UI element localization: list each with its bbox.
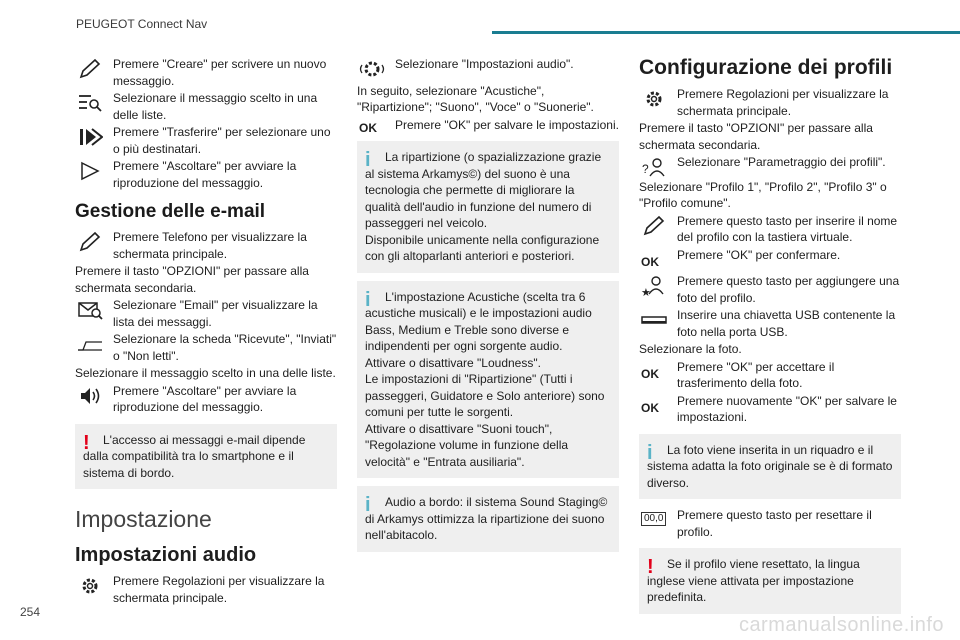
ok-icon: OK xyxy=(641,366,659,381)
step-audio-settings: Selezionare "Impostazioni audio". xyxy=(357,56,619,73)
step-phone: Premere Telefono per visualizzare la schermata principale. xyxy=(75,229,337,262)
page-number: 254 xyxy=(20,605,41,619)
info-icon: i xyxy=(365,149,371,171)
watermark: carmanualsonline.info xyxy=(738,614,944,636)
section-title-audio: Impostazioni audio xyxy=(75,544,257,566)
text-options: Premere il tasto "OPZIONI" per passare alla schermata secondaria. xyxy=(75,264,309,295)
column-1 xyxy=(75,56,337,607)
info-icon: i xyxy=(365,288,371,311)
column-2 xyxy=(357,56,619,560)
step-settings-main: Premere Regolazioni per visualizzare la schermata principale. xyxy=(639,86,901,119)
step-profile-name: Premere questo tasto per inserire il nome del profilo con la tastiera virtuale. xyxy=(639,213,901,246)
column-3 xyxy=(639,56,901,622)
info-icon: i xyxy=(365,494,371,516)
ok-icon: OK xyxy=(641,254,659,269)
step-ok-save: OK Premere "OK" per salvare le impostazioni. xyxy=(357,117,619,134)
step-create: Premere "Creare" per scrivere un nuovo messaggio. xyxy=(75,56,337,89)
usb-port-icon xyxy=(641,309,667,331)
section-title-profiles: Configurazione dei profili xyxy=(639,56,893,79)
play-icon xyxy=(77,160,103,182)
warning-note-reset: ! Se il profilo viene resettato, la lingua inglese viene attivata per impostazione predefinita. xyxy=(639,548,901,614)
step-tab: Selezionare la scheda "Ricevute", "Inviati" o "Non letti". xyxy=(75,331,337,364)
step-ok-accept: OK Premere "OK" per accettare il trasferimento della foto. xyxy=(641,359,835,390)
step-listen-email: Premere "Ascoltare" per avviare la riproduzione del messaggio. xyxy=(75,383,337,416)
step-reset: 00,0 Premere questo tasto per resettare il profilo. xyxy=(639,507,901,540)
info-note-ripartizione: i La ripartizione (o spazializzazione grazie al sistema Arkamys©) del suono è una tecnologia che permette di migliorare la qualità dell'audio in funzione del numero di passeggeri nel veicolo. Disponibile unicamente nella configurazione con gli altoparlanti anteriori e posteriori. xyxy=(357,141,619,273)
header-title: PEUGEOT Connect Nav xyxy=(76,17,208,31)
exclamation-icon: ! xyxy=(83,431,90,454)
step-select-message: Selezionare il messaggio scelto in una delle liste. xyxy=(75,90,337,123)
warning-note-email: ! L'accesso ai messaggi e-mail dipende dalla compatibilità tra lo smartphone e il sistema di bordo. xyxy=(75,424,337,490)
gear-icon xyxy=(641,88,667,110)
text-select-photo: Selezionare la foto. xyxy=(639,342,742,356)
info-note-photo: i La foto viene inserita in un riquadro e il sistema adatta la foto originale se è di formato diverso. xyxy=(639,434,901,500)
step-add-photo: ★ Premere questo tasto per aggiungere una foto del profilo. xyxy=(641,274,900,305)
section-title-impostazione: Impostazione xyxy=(75,506,212,532)
gear-icon xyxy=(77,575,103,597)
forward-arrow-icon xyxy=(77,126,103,148)
exclamation-icon: ! xyxy=(647,556,654,578)
text-select-list: Selezionare il messaggio scelto in una delle liste. xyxy=(75,366,336,380)
svg-text:?: ? xyxy=(642,162,649,176)
profile-star-icon xyxy=(641,275,667,297)
ok-icon: OK xyxy=(359,120,377,135)
step-regolazioni: Premere Regolazioni per visualizzare la schermata principale. xyxy=(75,573,337,606)
step-listen: Premere "Ascoltare" per avviare la riproduzione del messaggio. xyxy=(75,158,337,191)
step-usb: Inserire una chiavetta USB contenente la foto nella porta USB. xyxy=(639,307,901,340)
mail-search-icon xyxy=(77,299,103,321)
pencil-icon xyxy=(77,58,103,80)
section-title-email: Gestione delle e-mail xyxy=(75,201,266,222)
header-accent-bar xyxy=(492,31,960,34)
profile-question-icon xyxy=(641,156,667,178)
step-transfer: Premere "Trasferire" per selezionare uno o più destinatari. xyxy=(75,124,337,157)
svg-text:★: ★ xyxy=(641,286,651,297)
step-ok-save-again: OK Premere nuovamente "OK" per salvare le impostazioni. xyxy=(641,393,897,424)
ok-icon: OK xyxy=(641,400,659,415)
step-profile-param: ? Selezionare "Parametraggio dei profili". xyxy=(642,155,886,176)
gear-speaker-icon xyxy=(359,58,385,80)
info-note-acustiche: i L'impostazione Acustiche (scelta tra 6 acustiche musicali) e le impostazioni audio Bass, Medium e Treble sono diverse e indipendenti per ogni sorgente audio. Attivare o disattivare "Loudness". Le impostazioni di "Ripartizione" (Tutti i passeggeri, Guidatore e Solo anteriore) sono comuni per tutte le sorgenti. Attivare o disattivare "Suoni touch", "Regolazione volume in funzione della velocità" e "Entrata ausiliaria". xyxy=(357,281,619,479)
speaker-icon xyxy=(77,385,103,407)
tab-icon xyxy=(77,333,103,355)
step-ok-confirm: OK Premere "OK" per confermare. xyxy=(639,247,901,264)
reset-icon: 00,0 xyxy=(641,509,667,531)
info-note-staging: i Audio a bordo: il sistema Sound Staging© di Arkamys ottimizza la ripartizione dei suono nell'abitacolo. xyxy=(357,486,619,552)
pencil-icon xyxy=(641,215,667,237)
text-options-profile: Premere il tasto "OPZIONI" per passare alla schermata secondaria. xyxy=(639,121,873,152)
text-profile-select: Selezionare "Profilo 1", "Profilo 2", "Profilo 3" o "Profilo comune". xyxy=(639,179,887,210)
list-search-icon xyxy=(77,92,103,114)
step-email: Selezionare "Email" per visualizzare la lista dei messaggi. xyxy=(75,297,337,330)
text-acustiche: In seguito, selezionare "Acustiche", "Ripartizione"; "Suono", "Voce" o "Suonerie". xyxy=(357,83,594,114)
info-icon: i xyxy=(647,441,653,464)
pencil-icon xyxy=(77,231,103,253)
